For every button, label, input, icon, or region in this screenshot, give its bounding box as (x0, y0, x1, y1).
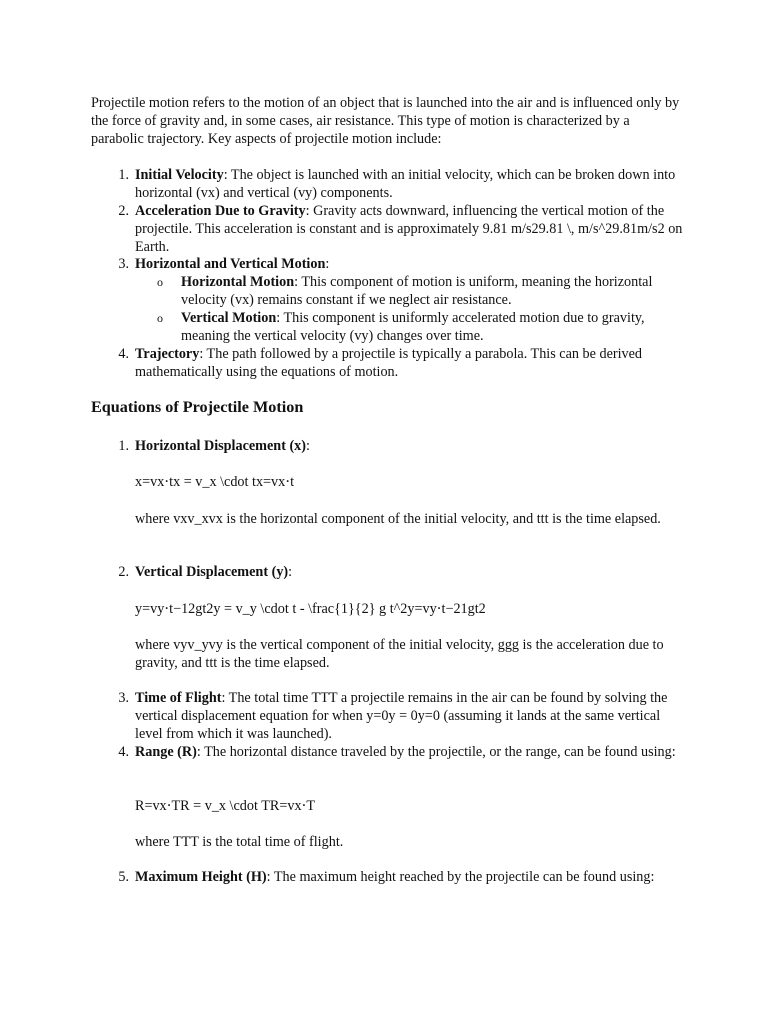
bullet-icon: o (157, 275, 163, 289)
section-heading: Equations of Projectile Motion (91, 398, 304, 416)
description: : The maximum height reached by the projectile can be found using: (266, 869, 655, 885)
list-item-body (135, 563, 683, 581)
list-item-body (135, 255, 683, 273)
equation-note: where vxv_xvx is the horizontal component of the initial velocity, and ttt is the time elapsed. (135, 511, 661, 527)
term: Range (R) (135, 744, 197, 760)
term: Horizontal Motion (181, 274, 295, 290)
description: : This component is uniformly accelerated motion due to gravity, meaning the vertical velocity (vy) changes over time. (181, 310, 645, 344)
equation-formula: y=vy⋅t−12gt2y = v_y \cdot t - \frac{1}{2} g t^2y=vy⋅t−21gt2 (135, 601, 486, 617)
description: : This component of motion is uniform, meaning the horizontal velocity (vx) remains constant if we neglect air resistance. (181, 274, 653, 308)
list-item-body (135, 743, 683, 761)
term: Initial Velocity (135, 167, 224, 183)
description: : Gravity acts downward, influencing the vertical motion of the projectile. This acceleration is constant and is approximately 9.81 m/s29.81 \, m/s^29.81m/s2 on Earth. (135, 203, 683, 255)
term: Maximum Height (H) (135, 869, 267, 885)
term: Horizontal and Vertical Motion (135, 256, 326, 272)
description: : (288, 564, 293, 580)
term: Vertical Motion (181, 310, 277, 326)
list-number: 3. (118, 256, 129, 272)
equation-note: where TTT is the total time of flight. (135, 834, 344, 850)
list-item-body (135, 689, 683, 743)
term: Trajectory (135, 346, 200, 362)
term: Vertical Displacement (y) (135, 564, 289, 580)
term: Time of Flight (135, 690, 222, 706)
sublist-item-body (181, 309, 683, 345)
list-item-body (135, 437, 683, 455)
sublist-item-body (181, 273, 683, 309)
list-item-body (135, 202, 683, 256)
equation-formula: x=vx⋅tx = v_x \cdot tx=vx⋅t (135, 474, 295, 490)
description: : The object is launched with an initial velocity, which can be broken down into horizontal (vx) and vertical (vy) components. (135, 167, 676, 201)
list-number: 1. (118, 167, 129, 183)
list-number: 4. (118, 744, 129, 760)
list-number: 3. (118, 690, 129, 706)
term: Horizontal Displacement (x) (135, 438, 307, 454)
list-item-body (135, 868, 683, 886)
list-number: 1. (118, 438, 129, 454)
term: Acceleration Due to Gravity (135, 203, 306, 219)
equation-note: where vyv_yvy is the vertical component of the initial velocity, ggg is the acceleration due to gravity, and ttt is the time elapsed. (135, 637, 664, 671)
list-number: 5. (118, 869, 129, 885)
list-item-body (135, 166, 683, 202)
bullet-icon: o (157, 311, 163, 325)
list-number: 2. (118, 203, 129, 219)
description: : (306, 438, 310, 454)
list-number: 2. (118, 564, 129, 580)
description: : The path followed by a projectile is typically a parabola. This can be derived mathematically using the equations of motion. (135, 346, 643, 380)
list-number: 4. (118, 346, 129, 362)
intro-paragraph: Projectile motion refers to the motion of an object that is launched into the air and is influenced only by the force of gravity and, in some cases, air resistance. This type of motion is characterized by a parabolic trajectory. Key aspects of projectile motion include: (91, 95, 680, 147)
description: : The horizontal distance traveled by the projectile, or the range, can be found using: (196, 744, 676, 760)
equation-formula: R=vx⋅TR = v_x \cdot TR=vx⋅T (135, 798, 316, 814)
description: : The total time TTT a projectile remains in the air can be found by solving the vertical displacement equation for when y=0y = 0y=0 (assuming it lands at the same vertical level from which it was launched). (135, 690, 668, 742)
description: : (325, 256, 330, 272)
list-item-body (135, 345, 683, 381)
